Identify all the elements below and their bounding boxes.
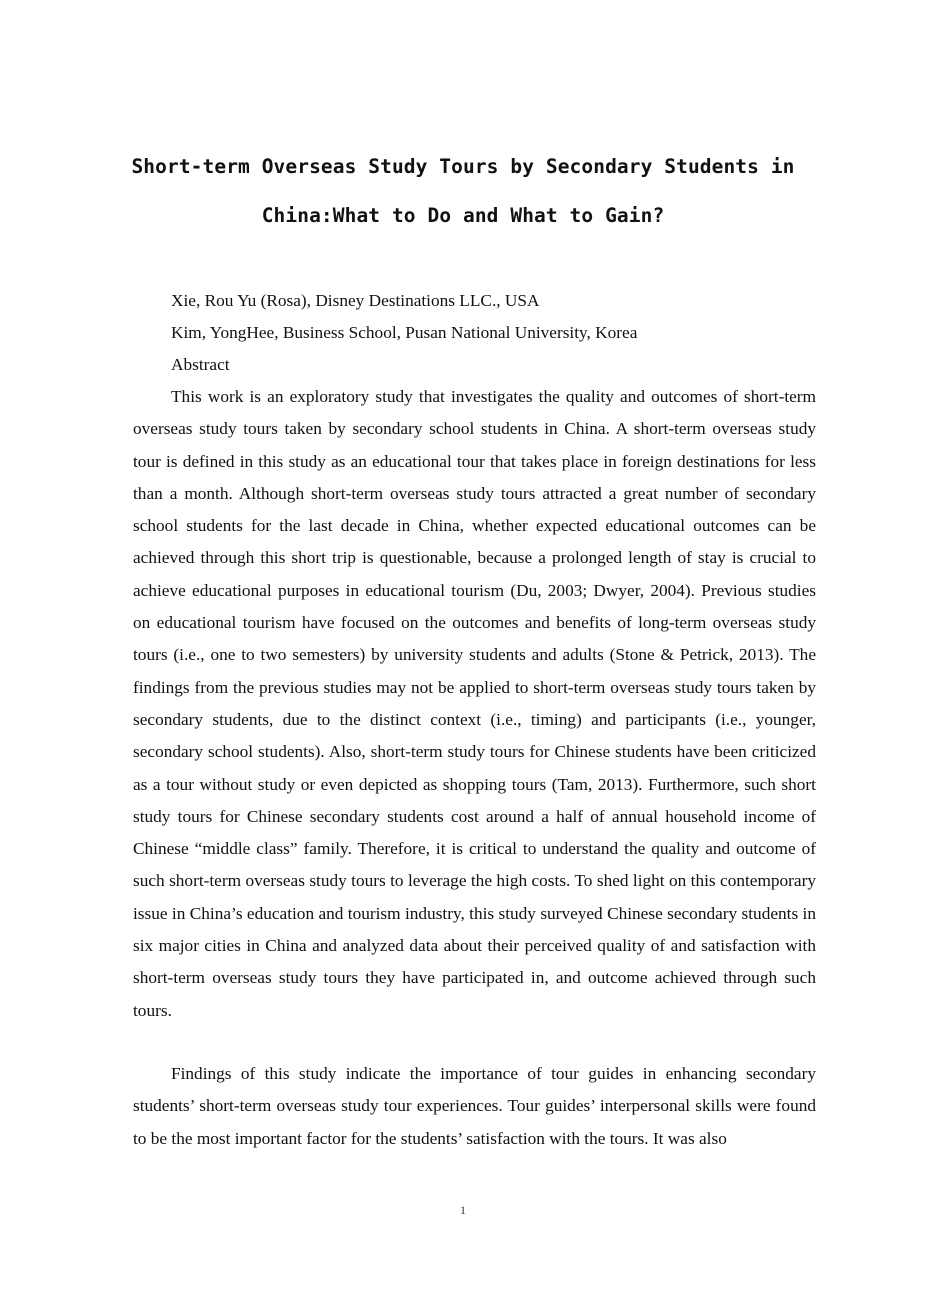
paper-title-line-2: China:What to Do and What to Gain? (261, 204, 665, 227)
abstract-paragraph-1: This work is an exploratory study that investigates the quality and outcomes of short-term overseas study tours taken by secondary school students in China. A short-term overseas study tour is defined in this study as an educational tour that takes place in foreign destinations for less than a month. Although short-term overseas study tours attracted a great number of secondary school students for the last decade in China, whether expected educational outcomes can be achieved through this short trip is questionable, because a prolonged length of stay is crucial to achieve educational purposes in educational tourism (Du, 2003; Dwyer, 2004). Previous studies on educational tourism have focused on the outcomes and benefits of long-term overseas study tours (i.e., one to two semesters) by university students and adults (Stone & Petrick, 2013). The findings from the previous studies may not be applied to short-term overseas study tours taken by secondary students, due to the distinct context (i.e., timing) and participants (i.e., younger, secondary school students). Also, short-term study tours for Chinese students have been criticized as a tour without study or even depicted as shopping tours (Tam, 2013). Furthermore, such short study tours for Chinese secondary students cost around a half of annual household income of Chinese “middle class” family. Therefore, it is critical to understand the quality and outcome of such short-term overseas study tours to leverage the high costs. To shed light on this contemporary issue in China’s education and tourism industry, this study surveyed Chinese secondary students in six major cities in China and analyzed data about their perceived quality of and satisfaction with short-term overseas study tours they have participated in, and outcome achieved through such tours. (133, 387, 816, 1020)
paper-title-line-1: Short-term Overseas Study Tours by Secondary Students in (131, 155, 795, 178)
abstract-paragraph-2: Findings of this study indicate the importance of tour guides in enhancing secondary students’ short-term overseas study tour experiences. Tour guides’ interpersonal skills were found to be the most important factor for the students’ satisfaction with the tours. It was also (133, 1064, 816, 1148)
author-affiliation-2: Kim, YongHee, Business School, Pusan National University, Korea (171, 323, 638, 342)
author-affiliation-1: Xie, Rou Yu (Rosa), Disney Destinations LLC., USA (171, 291, 540, 310)
page-number: 1 (460, 1203, 466, 1217)
abstract-heading: Abstract (171, 355, 230, 374)
